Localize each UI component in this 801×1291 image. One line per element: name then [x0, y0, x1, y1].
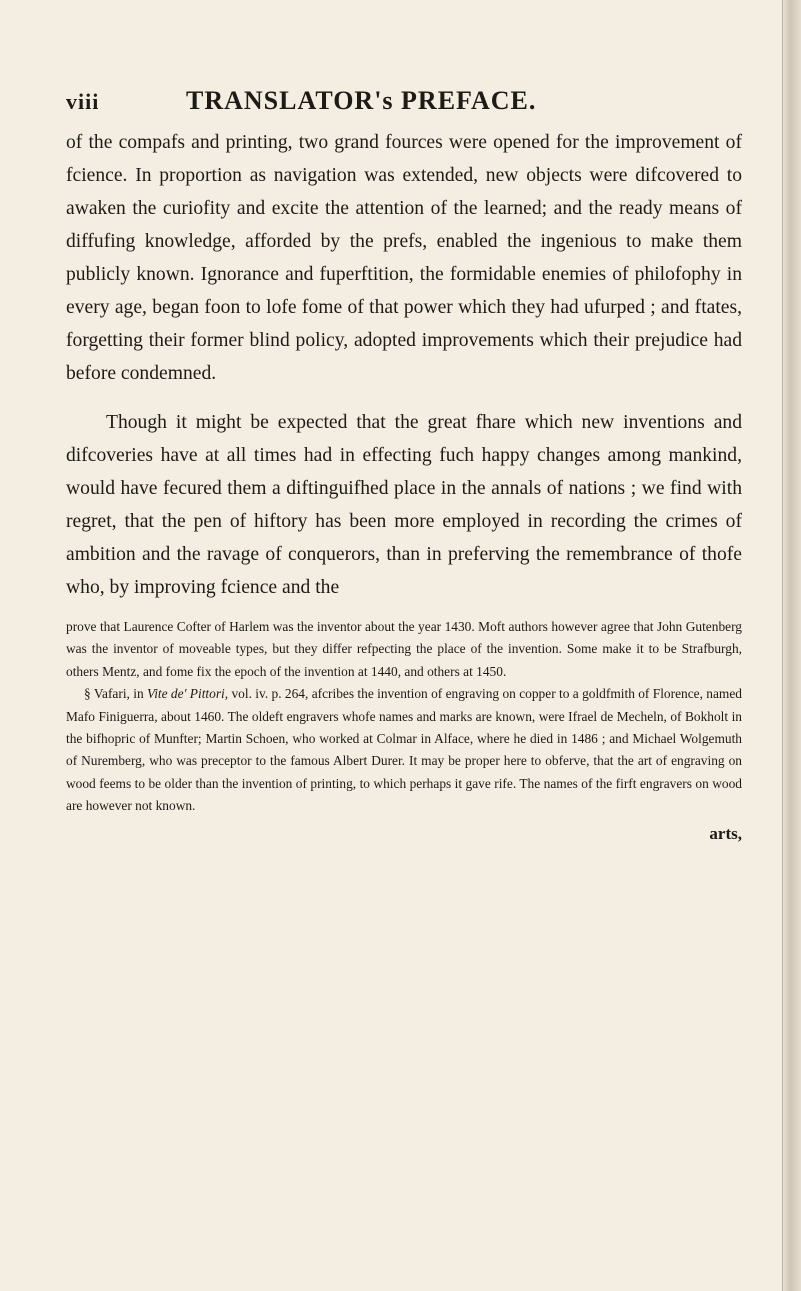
- footnote-section: [66, 683, 742, 817]
- book-page: [66, 86, 742, 846]
- body-paragraph-1: of the compafs and printing, two grand fources were opened for the improvement of fcience. In proportion as navigation was extended, new objects were difcovered to awaken the curiofity and excite the attention of the learned; and the ready means of diffufing knowledge, afforded by the prefs, enabled the ingenious to make them publicly known. Ignorance and fuperftition, the formidable enemies of philofophy in every age, began foon to lofe fome of that power which they had ufurped ; and ftates, forgetting their former blind policy, adopted improvements which their prejudice had before condemned.: [66, 132, 742, 384]
- running-title: TRANSLATOR's PREFACE.: [186, 86, 537, 115]
- footnote-text: vol. iv. p. 264, afcribes the invention of engraving on copper to a goldfmith of Florence, named Mafo Finiguerra, about 1460. The oldeft engravers whofe names and marks are known, were Ifrael de Mecheln, of Bokholt in the bifhopric of Munfter; Martin Schoen, who worked at Colmar in Alface, where he died in 1486 ; and Michael Wolgemuth of Nuremberg, who was preceptor to the famous Albert Durer. It may be proper here to obferve, that the art of engraving on wood feems to be older than the invention of printing, to which perhaps it gave rife. The names of the firft engravers on wood are however not known.: [66, 686, 742, 814]
- footnotes: [66, 616, 742, 818]
- running-head: [66, 86, 742, 126]
- footnote-work-title: Vite de' Pittori,: [147, 686, 229, 702]
- page-edge: [782, 0, 801, 1291]
- section-mark: §: [84, 686, 91, 702]
- catchword: arts,: [709, 823, 742, 843]
- footnote-continued: prove that Laurence Cofter of Harlem was the inventor about the year 1430. Moft authors however agree that John Gutenberg was the inventor of moveable types, but they differ refpecting the place of the invention. Some make it to be Strafburgh, others Mentz, and fome fix the epoch of the invention at 1440, and others at 1450.: [66, 619, 742, 679]
- footnote-author: Vafari, in: [93, 686, 144, 702]
- page-number: viii: [66, 89, 100, 114]
- body-paragraph-2: Though it might be expected that the great fhare which new inventions and difcoveries have at all times had in effecting fuch happy changes among mankind, would have fecured them a diftinguifhed place in the annals of nations ; we find with regret, that the pen of hiftory has been more employed in recording the crimes of ambition and the ravage of conquerors, than in preferving the remembrance of thofe who, by improving fcience and the: [66, 412, 742, 598]
